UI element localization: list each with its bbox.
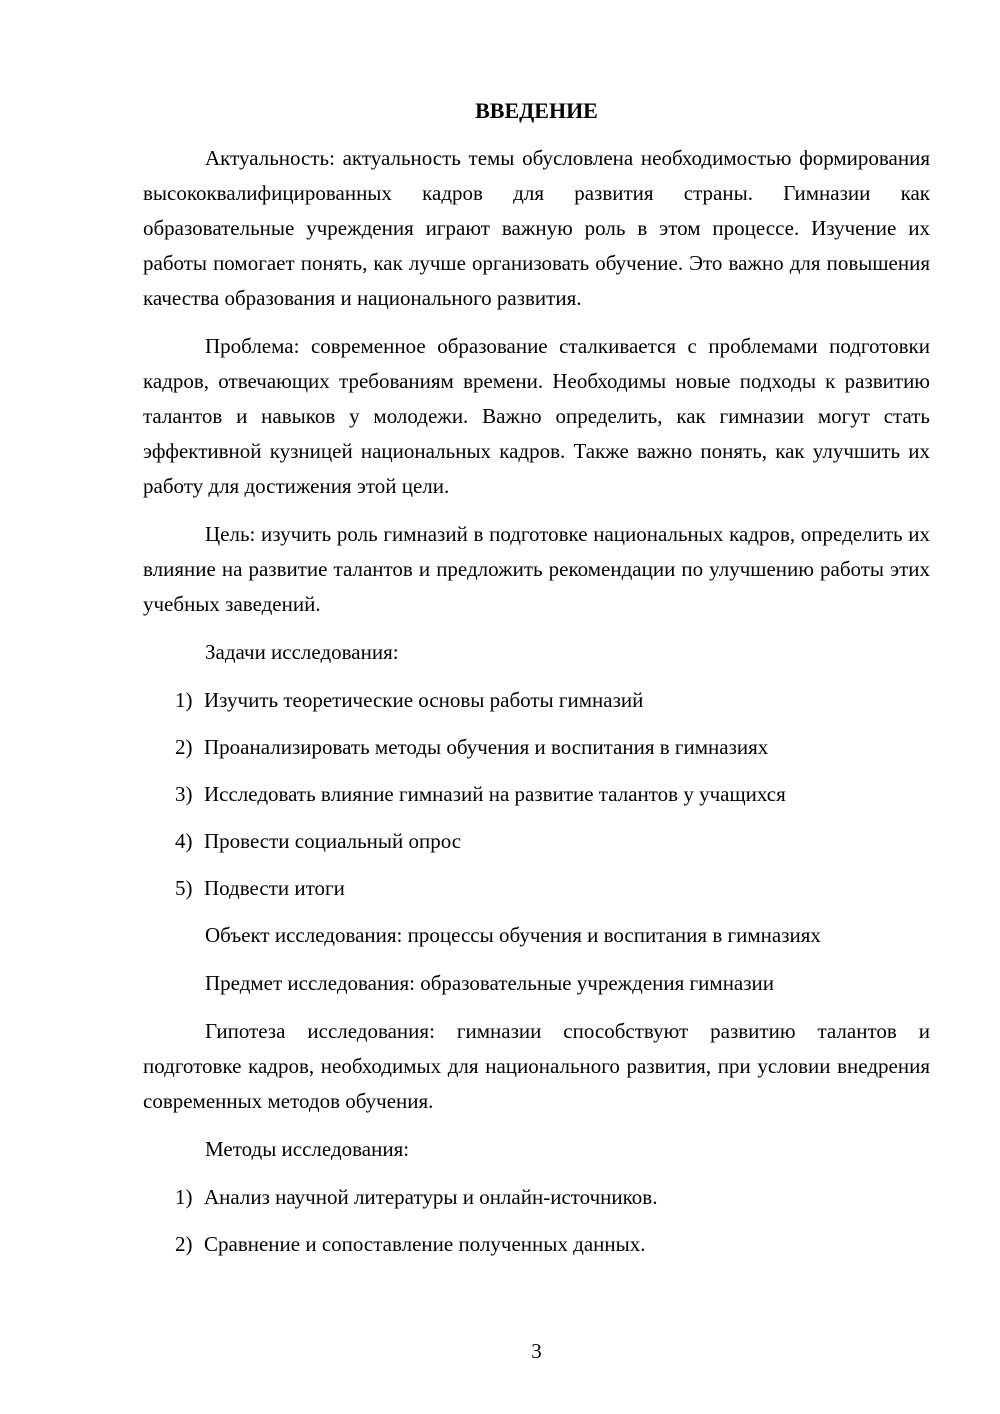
list-item-text: Анализ научной литературы и онлайн-источников. — [204, 1185, 658, 1209]
list-item-marker: 1) — [175, 688, 193, 712]
list-item-text: Изучить теоретические основы работы гимназий — [204, 688, 644, 712]
list-item-text: Провести социальный опрос — [204, 829, 462, 853]
list-item-marker: 2) — [175, 735, 193, 759]
page-number: 3 — [531, 1339, 542, 1363]
list-item — [175, 683, 930, 718]
list-item-text: Проанализировать методы обучения и воспитания в гимназиях — [204, 735, 769, 759]
document-title: ВВЕДЕНИЕ — [475, 98, 598, 123]
paragraph-gipoteza: Гипотеза исследования: гимназии способствуют развитию талантов и подготовке кадров, необходимых для национального развития, при условии внедрения современных методов обучения. — [143, 1019, 930, 1113]
list-item — [175, 1180, 930, 1215]
list-item-marker: 4) — [175, 829, 193, 853]
list-item-marker: 5) — [175, 876, 193, 900]
list-item-marker: 1) — [175, 1185, 193, 1209]
paragraph-metody-heading: Методы исследования: — [205, 1137, 410, 1161]
paragraph-zadachi-heading: Задачи исследования: — [205, 640, 399, 664]
paragraph-predmet: Предмет исследования: образовательные учреждения гимназии — [205, 971, 775, 995]
paragraph-aktualnost: Актуальность: актуальность темы обусловлена необходимостью формирования высококвалифицированных кадров для развития страны. Гимназии как образовательные учреждения играют важную роль в этом процессе. Изучение их работы помогает понять, как лучше организовать обучение. Это важно для повышения качества образования и национального развития. — [143, 146, 930, 310]
paragraph-obekt: Объект исследования: процессы обучения и воспитания в гимназиях — [205, 923, 821, 947]
list-item-marker: 3) — [175, 782, 193, 806]
list-item-text: Сравнение и сопоставление полученных данных. — [204, 1232, 646, 1256]
list-item-marker: 2) — [175, 1232, 193, 1256]
paragraph-tsel: Цель: изучить роль гимназий в подготовке национальных кадров, определить их влияние на развитие талантов и предложить рекомендации по улучшению работы этих учебных заведений. — [143, 522, 930, 616]
list-item-text: Подвести итоги — [204, 876, 345, 900]
list-item — [175, 1227, 930, 1262]
list-item — [175, 777, 930, 812]
list-item — [175, 730, 930, 765]
list-item — [175, 824, 930, 859]
list-item — [175, 871, 930, 906]
list-item-text: Исследовать влияние гимназий на развитие талантов у учащихся — [204, 782, 786, 806]
paragraph-problema: Проблема: современное образование сталкивается с проблемами подготовки кадров, отвечающих требованиям времени. Необходимы новые подходы к развитию талантов и навыков у молодежи. Важно определить, как гимназии могут стать эффективной кузницей национальных кадров. Также важно понять, как улучшить их работу для достижения этой цели. — [143, 334, 930, 498]
